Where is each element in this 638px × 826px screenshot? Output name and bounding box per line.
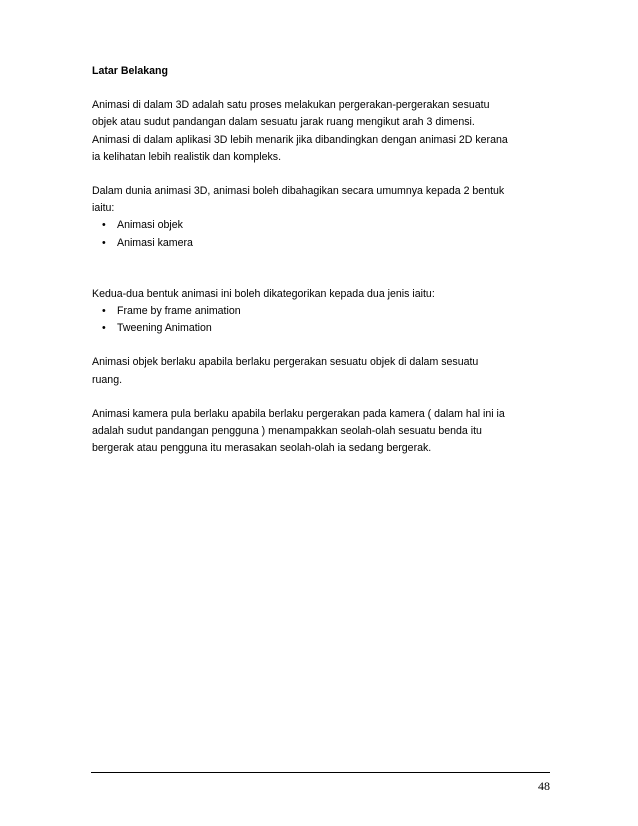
page-content (92, 63, 552, 474)
footer-divider (91, 772, 550, 773)
text-line: iaitu: (92, 202, 115, 215)
text-line: objek atau sudut pandangan dalam sesuatu jarak ruang mengikut arah 3 dimensi. (92, 116, 475, 129)
animation-categories-list (92, 303, 552, 337)
paragraph-types (92, 183, 552, 217)
text-line: bergerak atau pengguna itu merasakan seolah-olah ia sedang bergerak. (92, 442, 432, 455)
list-item-label: Frame by frame animation (117, 305, 241, 318)
page-number: 48 (538, 779, 550, 793)
list-item (92, 320, 552, 337)
text-line: ia kelihatan lebih realistik dan kompleks. (92, 150, 282, 163)
text-line: Kedua-dua bentuk animasi ini boleh dikategorikan kepada dua jenis iaitu: (92, 287, 435, 300)
list-item-label: Tweening Animation (117, 322, 212, 335)
section-heading: Latar Belakang (92, 65, 168, 77)
animation-types-list (92, 217, 552, 251)
text-line: ruang. (92, 373, 123, 386)
text-line: Animasi kamera pula berlaku apabila berlaku pergerakan pada kamera ( dalam hal ini ia (92, 407, 505, 420)
paragraph-categories (92, 286, 552, 303)
paragraph-object-animation (92, 354, 552, 388)
list-item (92, 235, 552, 252)
list-item-label: Animasi kamera (117, 236, 193, 249)
bullet-icon: • (102, 236, 106, 249)
bullet-icon: • (102, 322, 106, 335)
paragraph-intro (92, 97, 552, 166)
bullet-icon: • (102, 219, 106, 232)
list-item (92, 217, 552, 234)
text-line: Animasi di dalam 3D adalah satu proses melakukan pergerakan-pergerakan sesuatu (92, 99, 490, 112)
list-item (92, 303, 552, 320)
paragraph-camera-animation (92, 406, 552, 458)
list-item-label: Animasi objek (117, 219, 183, 232)
bullet-icon: • (102, 305, 106, 318)
text-line: adalah sudut pandangan pengguna ) menampakkan seolah-olah sesuatu benda itu (92, 425, 482, 438)
text-line: Dalam dunia animasi 3D, animasi boleh dibahagikan secara umumnya kepada 2 bentuk (92, 185, 505, 198)
text-line: Animasi di dalam aplikasi 3D lebih menarik jika dibandingkan dengan animasi 2D kerana (92, 133, 508, 146)
text-line: Animasi objek berlaku apabila berlaku pergerakan sesuatu objek di dalam sesuatu (92, 356, 479, 369)
